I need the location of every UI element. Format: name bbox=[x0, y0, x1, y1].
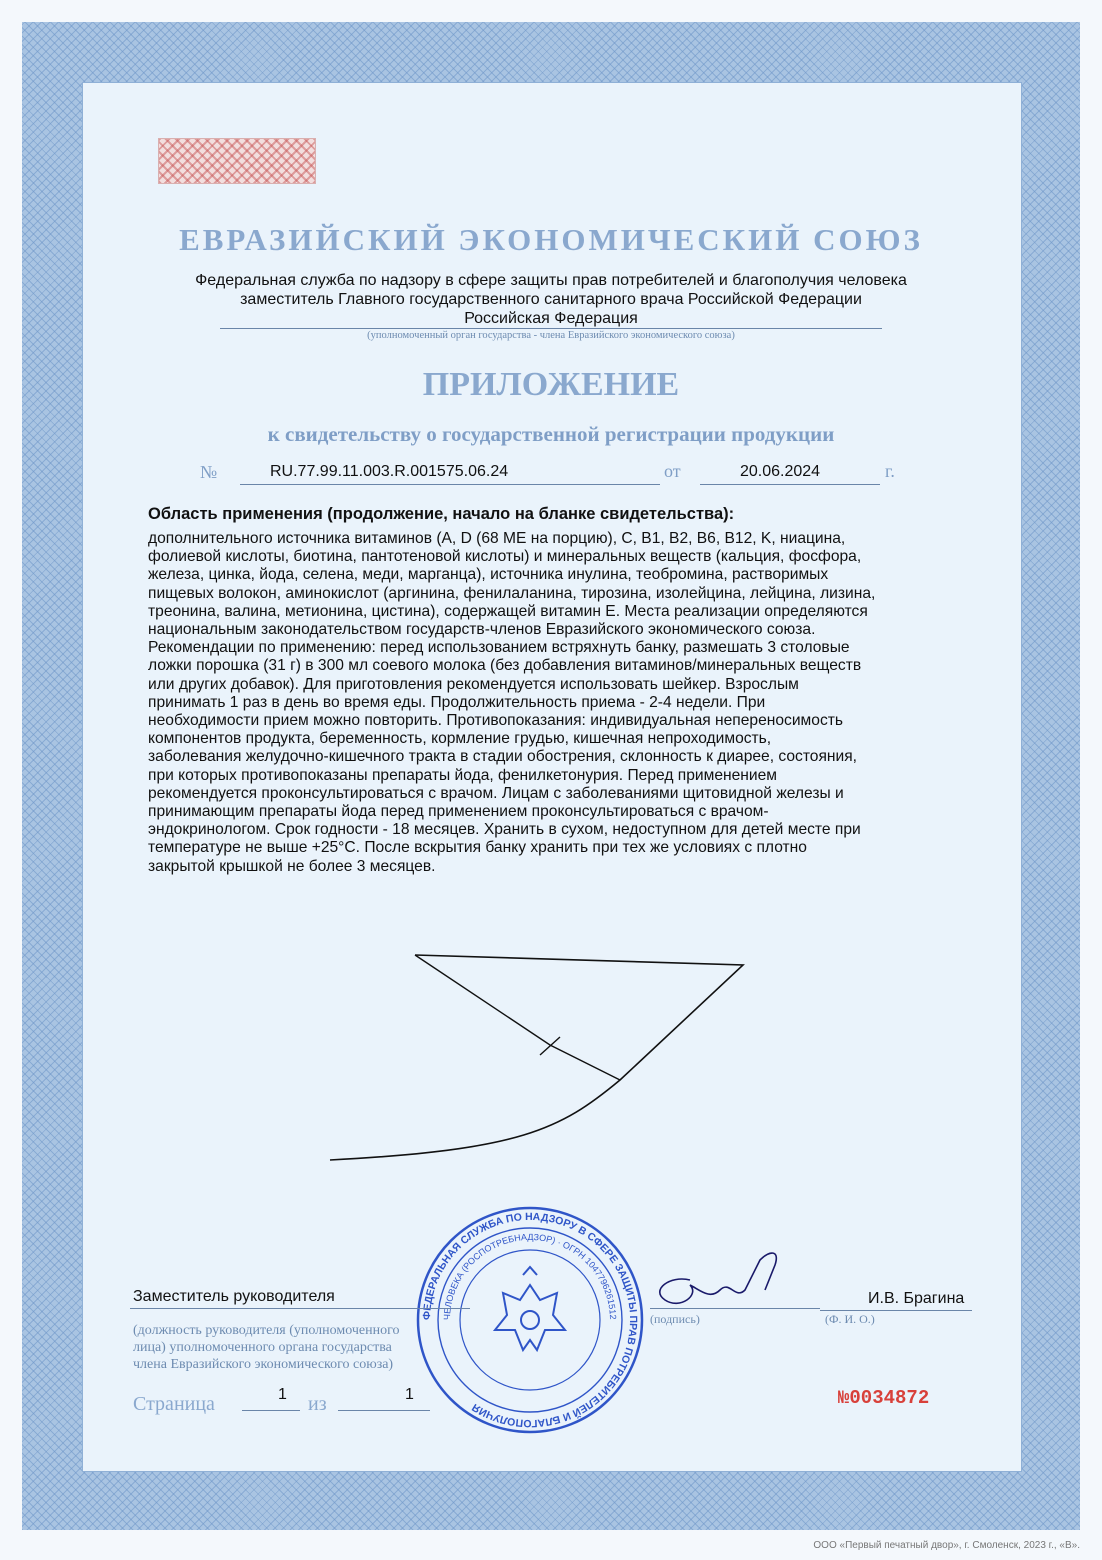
scope-line: ложки порошка (31 г) в 300 мл соевого молока (без добавления витаминов/минеральных веществ bbox=[148, 657, 862, 675]
appendix-title: ПРИЛОЖЕНИЕ bbox=[422, 366, 680, 403]
authority-line-1: Федеральная служба по надзору в сфере защиты прав потребителей и благополучия человека bbox=[195, 272, 907, 289]
authority-caption: (уполномоченный орган государства - члена Евразийского экономического союза) bbox=[367, 330, 735, 341]
scope-line: дополнительного источника витаминов (A, D (68 МЕ на порцию), C, B1, B2, B6, B12, K, ниацина, bbox=[148, 530, 846, 547]
signatory-name: И.В. Брагина bbox=[868, 1290, 965, 1307]
date-label: от bbox=[664, 461, 681, 481]
scope-line: принимать 1 раз в день во время еды. Продолжительность приема - 2-4 недели. При bbox=[148, 693, 766, 711]
signature-underline bbox=[650, 1308, 820, 1309]
signatory-position: Заместитель руководителя bbox=[133, 1288, 335, 1305]
seal-outer-text: ФЕДЕРАЛЬНАЯ СЛУЖБА ПО НАДЗОРУ В СФЕРЕ ЗАЩИТЫ ПРАВ ПОТРЕБИТЕЛЕЙ И БЛАГОПОЛУЧИЯ bbox=[420, 1210, 640, 1430]
scope-line: или других добавок). Для приготовления рекомендуется использовать шейкер. Взрослым bbox=[148, 675, 799, 693]
printer-imprint: ООО «Первый печатный двор», г. Смоленск, 2023 г., «В». bbox=[813, 1540, 1080, 1551]
scope-line: национальным законодательством государств-членов Евразийского экономического союза. bbox=[148, 621, 816, 639]
authority-line-3: Российская Федерация bbox=[464, 310, 638, 327]
certificate-date: 20.06.2024 bbox=[740, 463, 821, 480]
union-title: ЕВРАЗИЙСКИЙ ЭКОНОМИЧЕСКИЙ СОЮЗ bbox=[179, 222, 923, 257]
position-caption-line: члена Евразийского экономического союза) bbox=[133, 1357, 394, 1372]
page-current-underline bbox=[242, 1410, 300, 1411]
scope-line: принимающим препараты йода перед применением проконсультироваться с врачом- bbox=[148, 803, 769, 821]
scope-line: компонентов продукта, беременность, кормление грудью, кишечная непроходимость, bbox=[148, 730, 772, 748]
year-suffix: г. bbox=[885, 461, 895, 481]
number-label: № bbox=[200, 462, 218, 482]
scope-line: Рекомендации по применению: перед использованием встряхнуть банку, размешать 3 столовые bbox=[148, 639, 850, 657]
scope-line: при которых противопоказаны препараты йода, фенилкетонурия. Перед применением bbox=[148, 766, 778, 784]
certificate-number: RU.77.99.11.003.R.001575.06.24 bbox=[270, 463, 509, 480]
scope-line: треонина, валина, метионина, цистина), содержащей витамин E. Места реализации определяются bbox=[148, 602, 868, 620]
page-total: 1 bbox=[405, 1386, 414, 1403]
authority-line-2: заместитель Главного государственного санитарного врача Российской Федерации bbox=[240, 291, 862, 308]
seal-inner-text: ЧЕЛОВЕКА (РОСПОТРЕБНАДЗОР) · ОГРН 1047796261512 bbox=[441, 1231, 619, 1321]
scope-line: необходимости прием можно повторить. Противопоказания: индивидуальная непереносимость bbox=[148, 712, 844, 730]
scope-line: закрытой крышкой не более 3 месяцев. bbox=[148, 857, 436, 875]
scope-line: пищевых волокон, аминокислот (аргинина, фенилаланина, тирозина, изолейцина, лейцина, лизина, bbox=[148, 584, 876, 602]
scope-line: фолиевой кислоты, биотина, пантотеновой кислоты) и минеральных веществ (кальция, фосфора, bbox=[148, 548, 862, 566]
scope-line: температуре не выше +25°С. После вскрытия банку хранить при тех же условиях с плотно bbox=[148, 839, 807, 857]
name-underline bbox=[820, 1310, 972, 1311]
name-caption: (Ф. И. О.) bbox=[825, 1312, 875, 1326]
page-label: Страница bbox=[133, 1393, 215, 1415]
page-total-underline bbox=[338, 1410, 430, 1411]
scope-line: рекомендуется проконсультироваться с врачом. Лицам с заболеваниями щитовидной железы и bbox=[148, 784, 844, 802]
page-current: 1 bbox=[278, 1386, 287, 1403]
position-caption-line: (должность руководителя (уполномоченного bbox=[133, 1323, 400, 1338]
blank-serial-number: №0034872 bbox=[838, 1387, 930, 1409]
scope-line: железа, цинка, йода, селена, меди, марганца), источника инулина, теобромина, растворимых bbox=[148, 566, 829, 584]
scope-line: заболевания желудочно-кишечного тракта в стадии обострения, склонность к диарее, состояния, bbox=[148, 748, 858, 766]
position-caption-line: лица) уполномоченного органа государства bbox=[133, 1340, 392, 1355]
scope-line: эндокринологом. Срок годности - 18 месяцев. Хранить в сухом, недоступном для детей месте при bbox=[148, 821, 861, 839]
signature-caption: (подпись) bbox=[650, 1312, 700, 1326]
scope-heading: Область применения (продолжение, начало на бланке свидетельства): bbox=[148, 505, 735, 523]
appendix-subtitle: к свидетельству о государственной регистрации продукции bbox=[267, 422, 835, 446]
of-label: из bbox=[308, 1393, 327, 1415]
